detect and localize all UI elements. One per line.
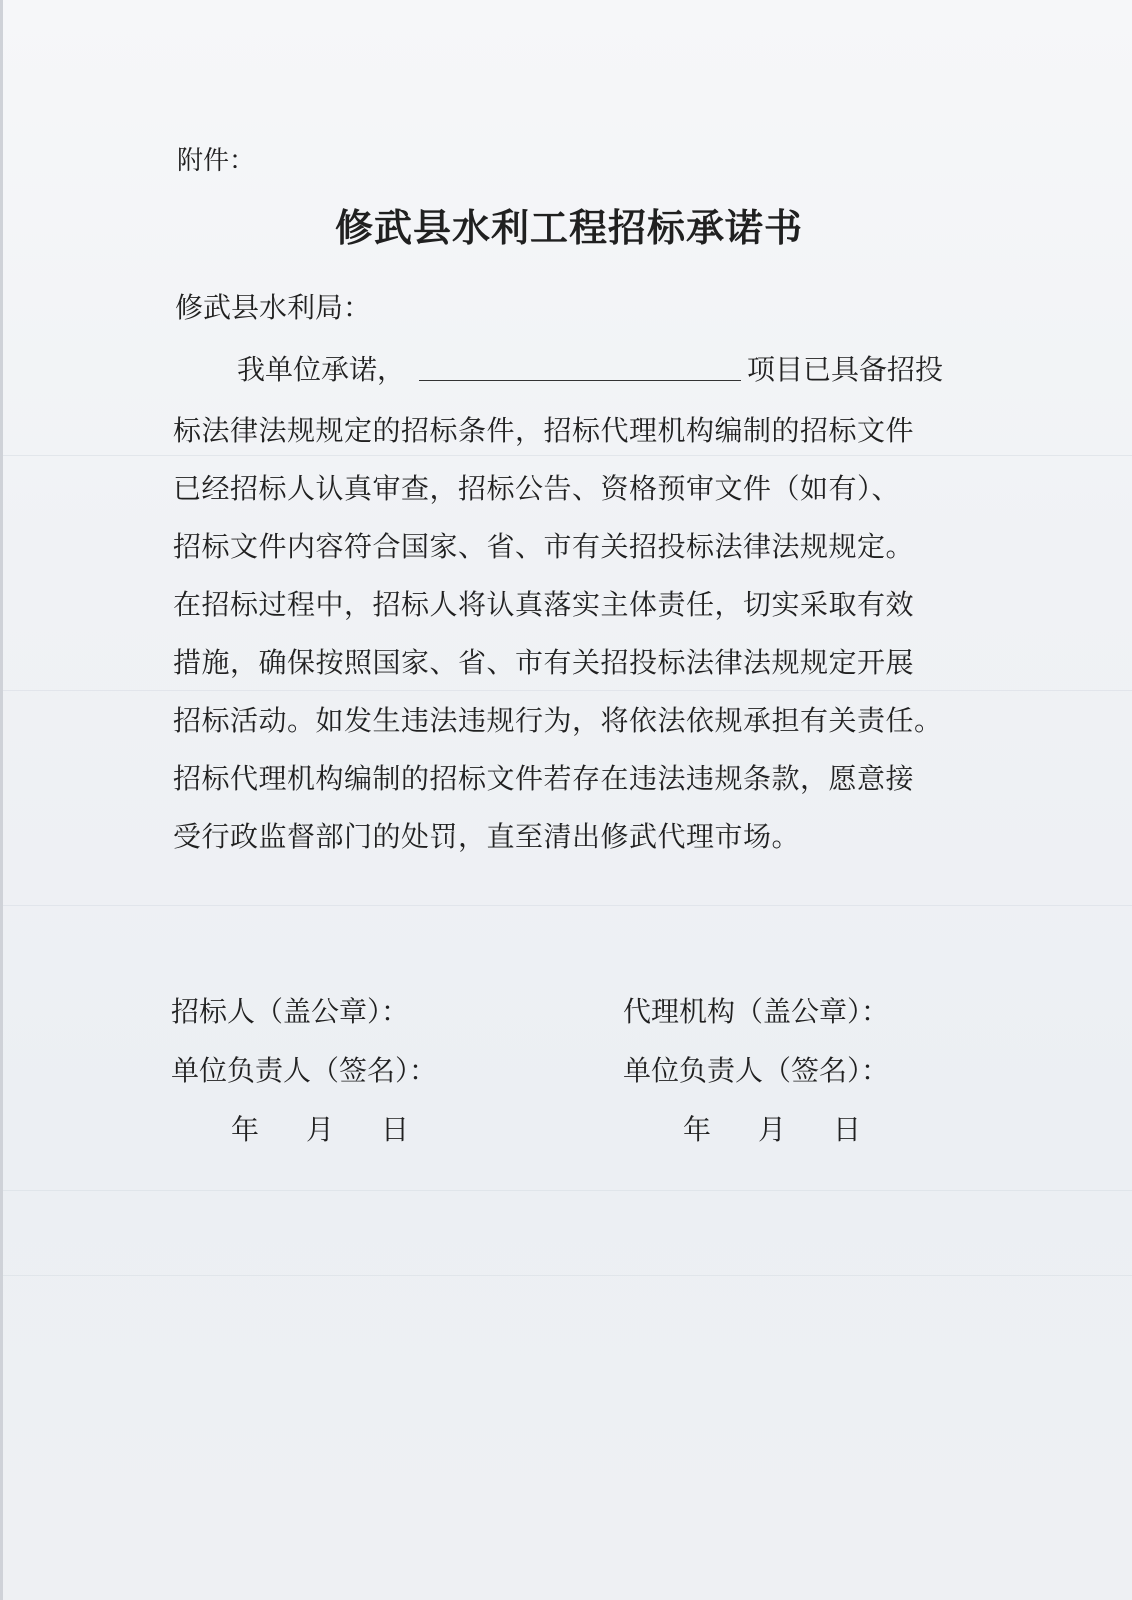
scan-line	[3, 1275, 1132, 1276]
scan-line	[3, 1190, 1132, 1191]
paragraph-line: 招标活动。如发生违法违规行为，将依法依规承担有关责任。	[173, 704, 943, 737]
tenderer-date-day: 日	[381, 1113, 410, 1146]
paragraph-first-line-prefix: 我单位承诺，	[237, 353, 406, 386]
attachment-label: 附件：	[177, 146, 256, 176]
agency-date-year: 年	[683, 1113, 712, 1146]
scan-line	[3, 905, 1132, 906]
paragraph-line: 措施，确保按照国家、省、市有关招投标法律法规规定开展	[173, 646, 915, 679]
tenderer-seal-label: 招标人（盖公章）：	[171, 995, 410, 1028]
agency-seal-label: 代理机构（盖公章）：	[623, 995, 890, 1028]
document-title: 修武县水利工程招标承诺书	[334, 206, 803, 250]
tenderer-responsible-person-label: 单位负责人（签名）：	[171, 1054, 438, 1087]
agency-responsible-person-label: 单位负责人（签名）：	[623, 1054, 890, 1087]
paragraph-line: 招标代理机构编制的招标文件若存在违法违规条款，愿意接	[173, 762, 915, 795]
paragraph-line: 标法律法规规定的招标条件，招标代理机构编制的招标文件	[173, 414, 915, 447]
tenderer-date-year: 年	[231, 1113, 260, 1146]
paragraph-line: 受行政监督部门的处罚，直至清出修武代理市场。	[173, 820, 801, 853]
paragraph-first-line-suffix: 项目已具备招投	[747, 353, 944, 386]
scan-line	[3, 690, 1132, 691]
tenderer-date-month: 月	[306, 1113, 335, 1146]
paragraph-line: 招标文件内容符合国家、省、市有关招投标法律法规规定。	[173, 530, 915, 563]
agency-date-month: 月	[758, 1113, 787, 1146]
salutation: 修武县水利局：	[175, 291, 372, 324]
paragraph-line: 已经招标人认真审查，招标公告、资格预审文件（如有）、	[173, 472, 901, 505]
agency-date-day: 日	[833, 1113, 862, 1146]
paragraph-line: 在招标过程中，招标人将认真落实主体责任，切实采取有效	[173, 588, 915, 621]
scan-line	[3, 455, 1132, 456]
project-name-blank-line	[419, 380, 741, 381]
